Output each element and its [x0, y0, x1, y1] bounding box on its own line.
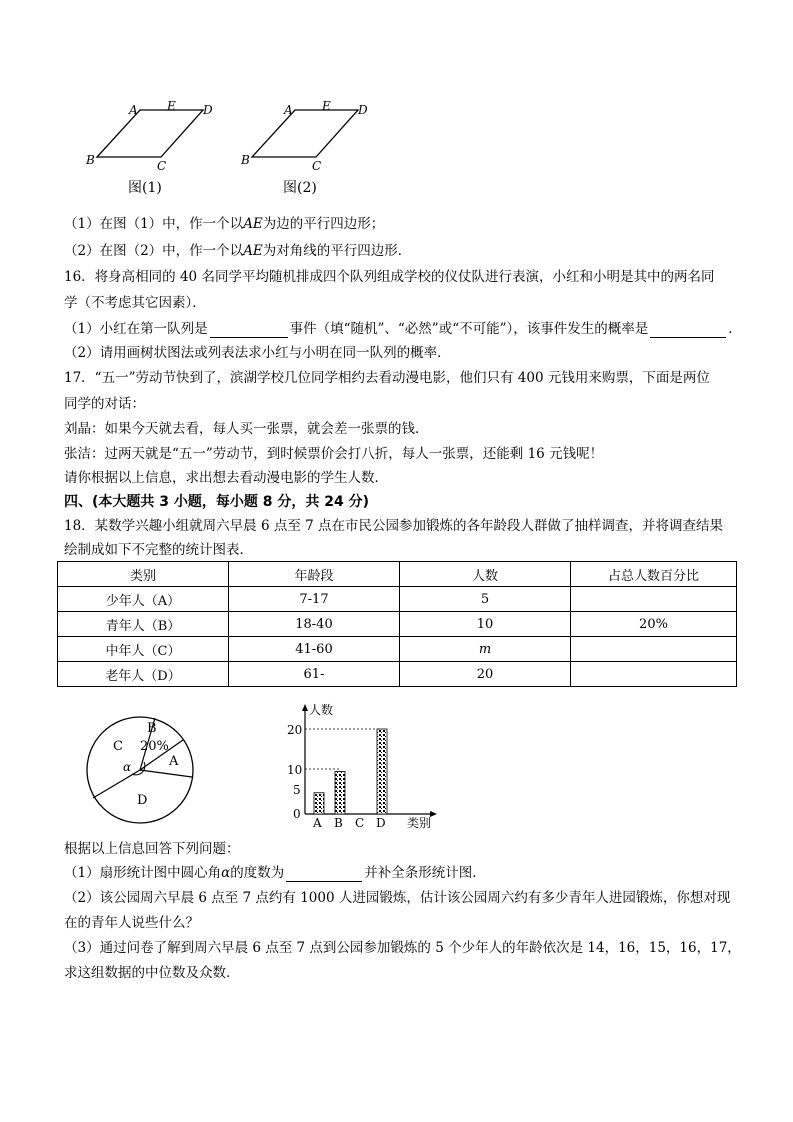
table-cell: 20% — [571, 612, 737, 637]
table-cell — [571, 637, 737, 662]
pie-label-c: C — [113, 739, 123, 754]
table-cell — [571, 587, 737, 612]
pie-label-alpha: α — [123, 760, 132, 774]
figure-2-caption: 图(2) — [283, 180, 317, 196]
variable-m: m — [478, 641, 492, 657]
q15-part2: （2）在图（2）中，作一个以AE为对角线的平行四边形． — [64, 243, 412, 259]
q18-part1: （1）扇形统计图中圆心角α的度数为 并补全条形统计图． — [64, 865, 486, 881]
pie-label-a: A — [169, 754, 179, 769]
y-tick-label: 5 — [293, 783, 301, 797]
q18-part3-line2: 求这组数据的中位数及众数． — [64, 965, 240, 981]
pie-label-pct: 20% — [140, 739, 169, 754]
q18-after: 根据以上信息回答下列问题： — [64, 841, 240, 857]
pie-label-d: D — [137, 793, 148, 808]
table-cell: 10 — [400, 612, 571, 637]
table-row — [58, 587, 737, 612]
label-E: E — [167, 99, 176, 113]
pie-label-b: B — [147, 721, 157, 736]
label-C: C — [312, 159, 322, 173]
answer-blank-probability[interactable] — [650, 323, 726, 338]
label-B: B — [86, 153, 95, 167]
x-tick-label: C — [355, 816, 365, 830]
q16-line1: 16．将身高相同的 40 名同学平均随机排成四个队列组成学校的仪仗队进行表演，小红和小明是其中的两名同 — [64, 269, 715, 285]
label-C: C — [157, 159, 167, 173]
x-axis-arrow — [430, 811, 437, 817]
stats-table — [57, 561, 737, 687]
y-axis-title: 人数 — [309, 703, 334, 717]
table-row — [58, 612, 737, 637]
q17-line3: 刘晶：如果今天就去看，每人买一张票，就会差一张票的钱． — [64, 421, 429, 437]
table-cell: 20 — [400, 662, 571, 687]
q16-part2: （2）请用画树状图法或列表法求小红与小明在同一队列的概率． — [64, 345, 451, 361]
answer-blank-alpha[interactable] — [286, 867, 362, 882]
y-tick-label: 10 — [287, 763, 303, 777]
col-header: 人数 — [400, 562, 571, 587]
y-tick-label: 20 — [287, 723, 303, 737]
table-cell: 7-17 — [229, 587, 400, 612]
table-cell: 18-40 — [229, 612, 400, 637]
q16-part1: （1）小红在第一队列是 事件（填“随机”、“必然”或“不可能”），该事件发生的概率是 ． — [64, 321, 742, 337]
pie-divider — [140, 770, 192, 777]
answer-blank-event[interactable] — [210, 323, 288, 338]
label-D: D — [358, 103, 368, 117]
bar-d — [377, 729, 387, 814]
label-A: A — [284, 103, 293, 117]
table-row — [58, 662, 737, 687]
pie-chart — [85, 710, 200, 830]
parallelogram-abcd — [97, 110, 203, 157]
table-cell: 61- — [229, 662, 400, 687]
y-tick-label: 0 — [293, 807, 301, 821]
bar-a — [314, 793, 324, 814]
table-cell: 老年人（D） — [58, 662, 229, 687]
q16-line2: 学（不考虑其它因素）． — [64, 295, 206, 311]
table-row — [58, 637, 737, 662]
y-axis-arrow — [302, 704, 308, 711]
label-B: B — [241, 153, 250, 167]
q17-line5: 请你根据以上信息，求出想去看动漫电影的学生人数． — [64, 470, 388, 486]
q17-line2: 同学的对话： — [64, 396, 145, 412]
figure-1-caption: 图(1) — [128, 180, 162, 196]
x-tick-label: B — [334, 816, 343, 830]
label-E: E — [322, 99, 331, 113]
q17-line1: 17．“五一”劳动节快到了，滨湖学校几位同学相约去看动漫电影，他们只有 400 元钱用来购票，下面是两位 — [64, 370, 710, 386]
table-cell: 5 — [400, 587, 571, 612]
bar-b — [335, 772, 345, 815]
col-header: 占总人数百分比 — [571, 562, 737, 587]
q18-line1: 18．某数学兴趣小组就周六早晨 6 点至 7 点在市民公园参加锻炼的各年龄段人群做了抽样调查，并将调查结果 — [64, 518, 724, 534]
table-cell: 中年人（C） — [58, 637, 229, 662]
table-cell: 少年人（A） — [58, 587, 229, 612]
q18-part2-line1: （2）该公园周六早晨 6 点至 7 点约有 1000 人进园锻炼，估计该公园周六约有多少青年人进园锻炼，你想对现 — [64, 890, 731, 906]
label-D: D — [203, 103, 213, 117]
q18-line2: 绘制成如下不完整的统计图表． — [64, 542, 253, 558]
x-tick-label: D — [376, 816, 386, 830]
parallelogram-abcd — [252, 110, 358, 157]
q15-part1: （1）在图（1）中，作一个以AE为边的平行四边形； — [64, 216, 385, 232]
table-cell: 青年人（B） — [58, 612, 229, 637]
q17-line4: 张洁：过两天就是“五一”劳动节，到时候票价会打八折，每人一张票，还能剩 16 元钱呢！ — [64, 446, 604, 462]
table-cell — [571, 662, 737, 687]
col-header: 年龄段 — [229, 562, 400, 587]
section-heading: 四、(本大题共 3 小题，每小题 8 分，共 24 分) — [64, 494, 370, 510]
q18-part2-line2: 在的青年人说些什么？ — [64, 915, 199, 931]
bar-chart — [283, 698, 443, 833]
q18-part3-line1: （3）通过问卷了解到周六早晨 6 点至 7 点到公园参加锻炼的 5 个少年人的年龄依次是 14，16，15，16，17， — [64, 940, 741, 956]
label-A: A — [129, 103, 138, 117]
col-header: 类别 — [58, 562, 229, 587]
x-tick-label: A — [313, 816, 322, 830]
table-header-row — [58, 562, 737, 587]
x-axis-title: 类别 — [407, 816, 432, 830]
table-cell: 41-60 — [229, 637, 400, 662]
table-cell — [400, 637, 571, 662]
